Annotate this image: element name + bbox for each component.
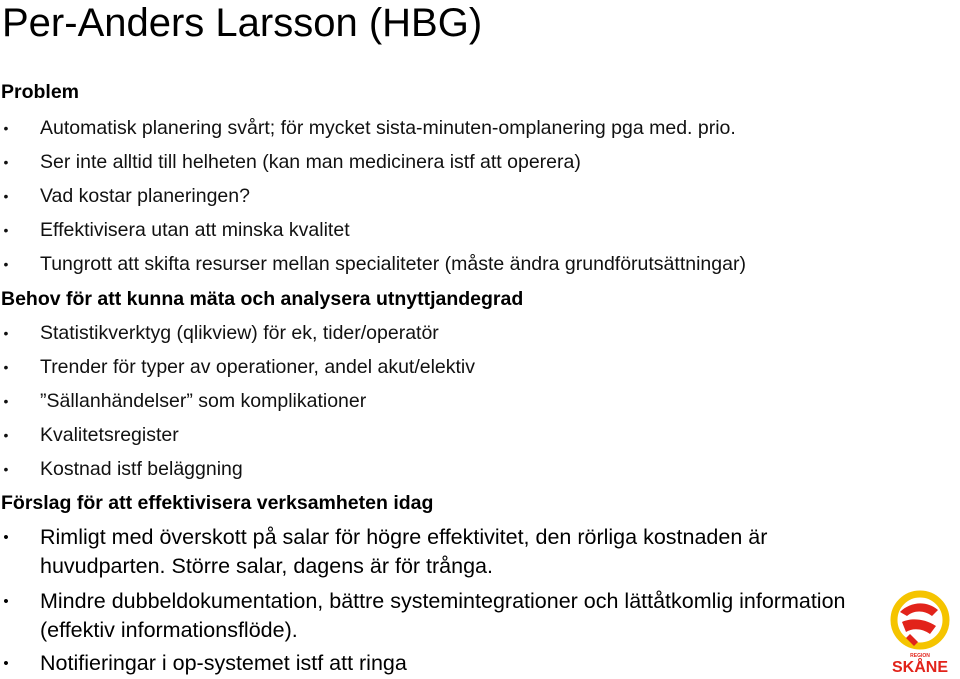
list-item-text: Vad kostar planeringen?	[40, 185, 250, 207]
bullet-icon: •	[3, 427, 9, 443]
list-item-text: Automatisk planering svårt; för mycket sista-minuten-omplanering pga med. prio.	[40, 117, 736, 139]
section-heading-forslag: Förslag för att effektivisera verksamheten idag	[1, 492, 434, 514]
list-item-text: Kostnad istf beläggning	[40, 458, 243, 480]
bullet-icon: •	[3, 222, 9, 238]
bullet-icon: •	[3, 256, 9, 272]
slide-title: Per-Anders Larsson (HBG)	[2, 1, 483, 45]
bullet-icon: •	[3, 461, 9, 477]
bullet-icon: •	[3, 593, 9, 610]
list-item-text-line1: Rimligt med överskott på salar för högre effektivitet, den rörliga kostnaden är	[40, 525, 768, 549]
bullet-icon: •	[3, 529, 9, 546]
list-item-text: Ser inte alltid till helheten (kan man medicinera istf att operera)	[40, 151, 581, 173]
section-heading-behov: Behov för att kunna mäta och analysera utnyttjandegrad	[1, 288, 524, 310]
bullet-icon: •	[3, 655, 9, 672]
bullet-icon: •	[3, 325, 9, 341]
list-item-text-line1: Mindre dubbeldokumentation, bättre systemintegrationer och lättåtkomlig information	[40, 589, 846, 613]
list-item-text-line2: huvudparten. Större salar, dagens är för trånga.	[40, 554, 493, 578]
logo-skane-text: SKÅNE	[891, 659, 949, 676]
bullet-icon: •	[3, 359, 9, 375]
bullet-icon: •	[3, 154, 9, 170]
bullet-icon: •	[3, 188, 9, 204]
region-skane-griffin-logo-icon	[880, 588, 960, 679]
list-item-text: Statistikverktyg (qlikview) för ek, tider/operatör	[40, 322, 439, 344]
list-item-text: Kvalitetsregister	[40, 424, 179, 446]
list-item-text: Trender för typer av operationer, andel akut/elektiv	[40, 356, 476, 378]
section-heading-problem: Problem	[1, 81, 80, 103]
list-item-text-line2: (effektiv informationsflöde).	[40, 618, 298, 642]
bullet-icon: •	[3, 393, 9, 409]
list-item-text: Effektivisera utan att minska kvalitet	[40, 219, 350, 241]
logo-griffin-body	[902, 619, 936, 634]
list-item-text-line1: Notifieringar i op-systemet istf att ringa	[40, 651, 407, 675]
bullet-icon: •	[3, 120, 9, 136]
list-item-text: ”Sällanhändelser” som komplikationer	[40, 390, 367, 412]
logo-region-text: REGION	[910, 653, 930, 659]
logo-griffin-wing	[900, 603, 938, 616]
list-item-text: Tungrott att skifta resurser mellan specialiteter (måste ändra grundförutsättningar)	[40, 253, 746, 275]
